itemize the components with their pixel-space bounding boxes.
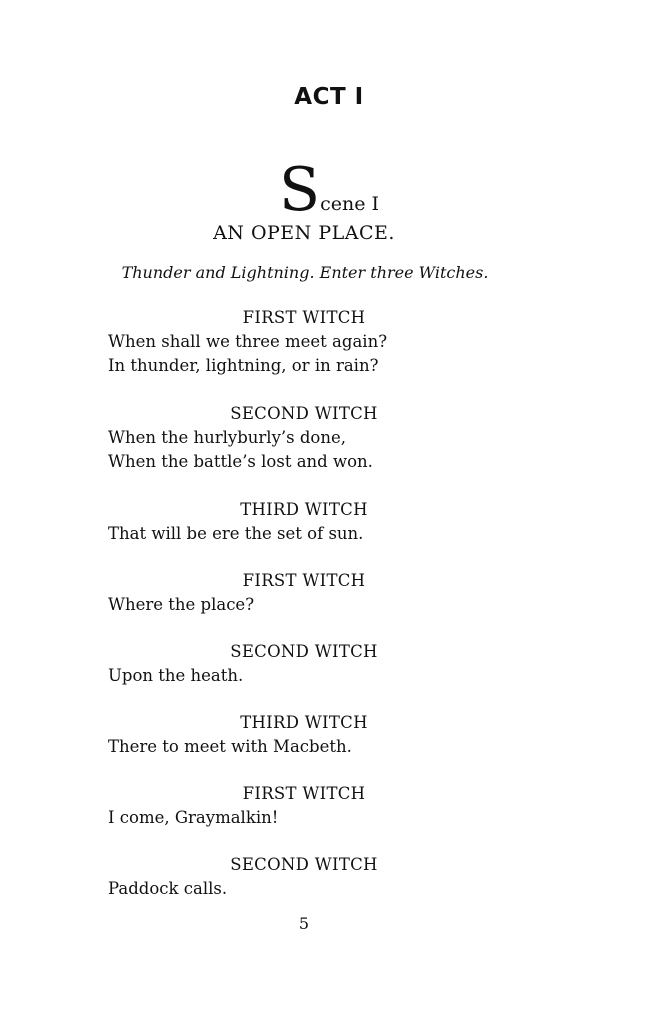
speaker-name: THIRD WITCH (240, 713, 368, 732)
scene-heading (0, 155, 658, 225)
speech-block (108, 569, 508, 617)
act-heading: ACT I (294, 84, 364, 110)
speaker-name: FIRST WITCH (242, 308, 366, 327)
speech-line: That will be ere the set of sun. (108, 524, 364, 543)
speech-block (108, 640, 508, 688)
speech-line: There to meet with Macbeth. (108, 737, 352, 756)
speech-line: I come, Graymalkin! (108, 808, 279, 827)
scene-location: AN OPEN PLACE. (213, 222, 395, 244)
speaker-name: FIRST WITCH (242, 571, 366, 590)
stage-direction: Thunder and Lightning. Enter three Witches. (121, 263, 489, 282)
speech-line: When the battle’s lost and won. (108, 452, 373, 471)
speaker-name: SECOND WITCH (230, 855, 378, 874)
speech-line: Paddock calls. (108, 879, 228, 898)
speech-line: Upon the heath. (108, 666, 244, 685)
speech-line: Where the place? (108, 595, 255, 614)
speech-block (108, 402, 508, 474)
speaker-name: FIRST WITCH (242, 784, 366, 803)
speech-block (108, 306, 508, 378)
scene-heading-rest: cene I (320, 193, 380, 215)
speech-block (108, 498, 508, 546)
speech-line: When shall we three meet again? (108, 332, 388, 351)
speaker-name: SECOND WITCH (230, 642, 378, 661)
speech-line: When the hurlyburly’s done, (108, 428, 346, 447)
scene-dropcap: S (278, 155, 321, 225)
speech-block (108, 853, 508, 901)
page-number: 5 (298, 914, 310, 933)
speaker-name: THIRD WITCH (240, 500, 368, 519)
speaker-name: SECOND WITCH (230, 404, 378, 423)
speech-line: In thunder, lightning, or in rain? (108, 356, 379, 375)
speech-block (108, 711, 508, 759)
speech-block (108, 782, 508, 830)
